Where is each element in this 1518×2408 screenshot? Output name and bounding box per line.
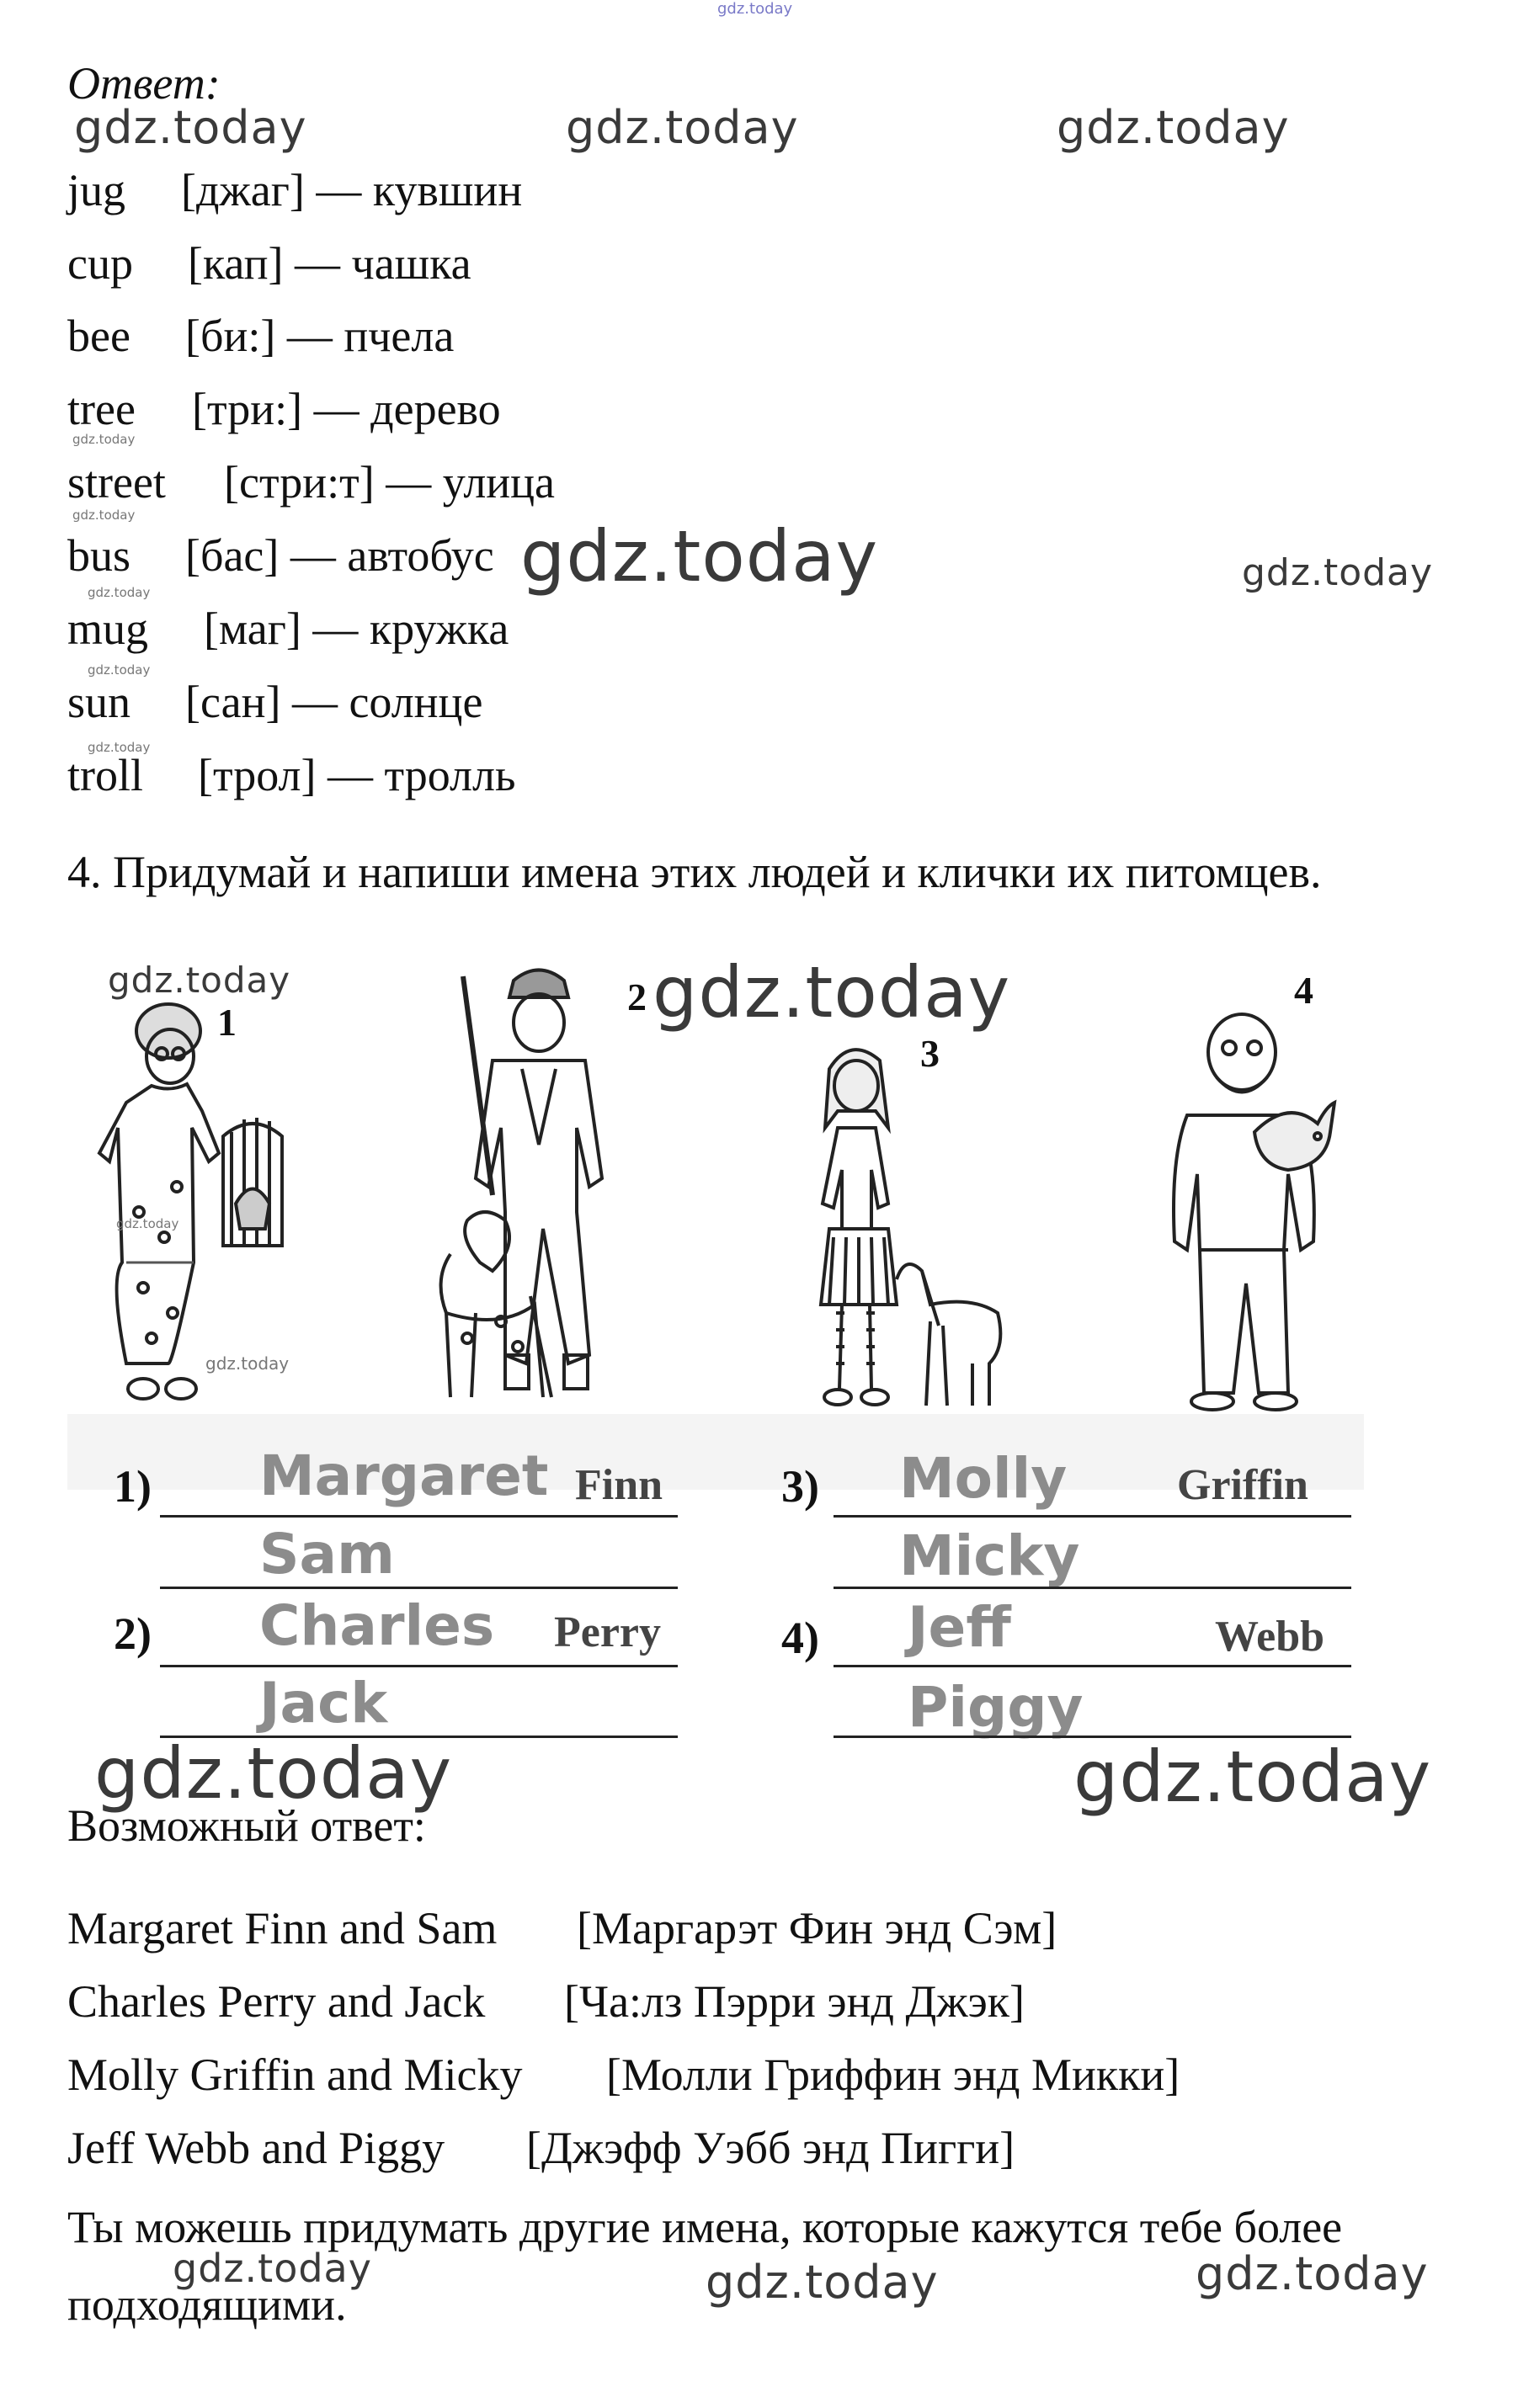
vocab-word: mug — [67, 603, 149, 654]
possible-answer-text: Margaret Finn and Sam — [67, 1903, 498, 1954]
answer-surname: Finn — [575, 1461, 663, 1509]
vocab-row — [67, 383, 501, 435]
vocab-transcription: [би:] — пчела — [185, 311, 455, 361]
answer-surname: Griffin — [1177, 1461, 1308, 1509]
watermark: gdz.today — [72, 508, 136, 523]
vocab-word: bus — [67, 530, 131, 581]
possible-answer-row — [67, 2049, 1180, 2101]
vocab-row — [67, 456, 555, 508]
figure-number: 4 — [1294, 969, 1313, 1012]
vocab-transcription: [джаг] — кувшин — [181, 165, 523, 215]
note-text: Ты можешь придумать другие имена, которые кажутся тебе более подходящими. — [67, 2202, 1343, 2330]
possible-answer-transcription: [Молли Гриффин энд Микки] — [606, 2049, 1180, 2100]
possible-answer-label: Возможный ответ: — [67, 1800, 426, 1851]
possible-answer-text: Molly Griffin and Micky — [67, 2049, 523, 2100]
watermark: gdz.today — [566, 101, 799, 154]
vocab-word: troll — [67, 750, 143, 800]
vocab-transcription: [кап] — чашка — [188, 238, 471, 289]
watermark: gdz.today — [520, 515, 879, 598]
possible-answer-row — [67, 1902, 1057, 1954]
watermark: gdz.today — [108, 959, 291, 1001]
watermark: gdz.today — [88, 662, 151, 678]
answer-pet: Jack — [259, 1671, 388, 1736]
answer-surname: Webb — [1215, 1613, 1325, 1661]
answer-number: 2) — [114, 1608, 152, 1659]
watermark: gdz.today — [72, 432, 136, 447]
vocab-transcription: [стри:т] — улица — [224, 457, 556, 508]
answer-name: Charles — [259, 1593, 495, 1658]
answer-line — [834, 1665, 1351, 1667]
watermark: gdz.today — [205, 1353, 290, 1374]
answer-surname: Perry — [554, 1608, 662, 1656]
vocab-word: tree — [67, 384, 136, 434]
vocab-row — [67, 529, 494, 582]
vocab-word: jug — [67, 165, 126, 215]
possible-answer-row — [67, 1975, 1025, 2028]
vocab-row — [67, 310, 454, 362]
possible-answer-transcription: [Ча:лз Пэрри энд Джэк] — [564, 1976, 1025, 2027]
vocab-transcription: [бас] — автобус — [185, 530, 494, 581]
figure-number: 1 — [217, 1001, 237, 1044]
watermark: gdz.today — [88, 740, 151, 755]
vocab-word: bee — [67, 311, 130, 361]
old-woman-with-bird-figure — [93, 993, 295, 1414]
possible-answer-text: Charles Perry and Jack — [67, 1976, 486, 2027]
watermark: gdz.today — [706, 2256, 939, 2309]
answer-line — [160, 1665, 678, 1667]
answer-label: Ответ: — [67, 58, 221, 109]
possible-answer-transcription: [Джэфф Уэбб энд Пигги] — [526, 2123, 1015, 2173]
answer-pet: Micky — [899, 1523, 1080, 1588]
vocab-transcription: [сан] — солнце — [185, 677, 483, 727]
figure-number: 2 — [627, 975, 647, 1018]
answer-line — [160, 1515, 678, 1518]
task-title: 4. Придумай и напиши имена этих людей и клички их питомцев. — [67, 847, 1322, 897]
man-with-piglet-figure — [1162, 1006, 1356, 1427]
watermark: gdz.today — [1057, 101, 1290, 154]
watermark: gdz.today — [1242, 551, 1434, 594]
vocab-word: sun — [67, 677, 131, 727]
vocab-row — [67, 237, 471, 290]
watermark: gdz.today — [74, 101, 307, 154]
vocab-word: street — [67, 457, 166, 508]
watermark: gdz.today — [1073, 1736, 1432, 1818]
answer-name: Jeff — [908, 1595, 1011, 1660]
possible-answer-transcription: [Маргарэт Фин энд Сэм] — [577, 1903, 1057, 1954]
watermark: gdz.today — [173, 2246, 372, 2291]
vocab-row — [67, 164, 522, 216]
vocab-word: cup — [67, 238, 133, 289]
answer-pet: Sam — [259, 1522, 395, 1587]
answer-pet: Piggy — [908, 1675, 1084, 1740]
watermark: gdz.today — [652, 951, 1011, 1034]
vocab-row — [67, 603, 509, 655]
answer-number: 1) — [114, 1461, 152, 1512]
figure-number: 3 — [920, 1032, 940, 1075]
answer-line — [160, 1587, 678, 1589]
watermark: gdz.today — [94, 1732, 453, 1815]
watermark: gdz.today — [88, 585, 151, 600]
answer-number: 3) — [781, 1461, 819, 1512]
possible-answer-row — [67, 2122, 1015, 2174]
answer-name: Margaret — [259, 1443, 549, 1508]
vocab-row — [67, 676, 482, 728]
girl-with-goat-figure — [804, 1035, 1023, 1422]
answer-number: 4) — [781, 1613, 819, 1663]
watermark: gdz.today — [1196, 2247, 1429, 2300]
answer-line — [834, 1515, 1351, 1518]
vocab-transcription: [трол] — тролль — [198, 750, 516, 800]
answer-name: Molly — [899, 1446, 1068, 1511]
vocab-row — [67, 749, 516, 801]
vocab-transcription: [три:] — дерево — [192, 384, 501, 434]
answer-line — [834, 1587, 1351, 1589]
possible-answer-text: Jeff Webb and Piggy — [67, 2123, 445, 2173]
hunter-with-dog-figure — [400, 959, 661, 1431]
watermark: gdz.today — [116, 1216, 179, 1231]
watermark-top: gdz.today — [717, 0, 793, 18]
vocab-transcription: [маг] — кружка — [204, 603, 509, 654]
